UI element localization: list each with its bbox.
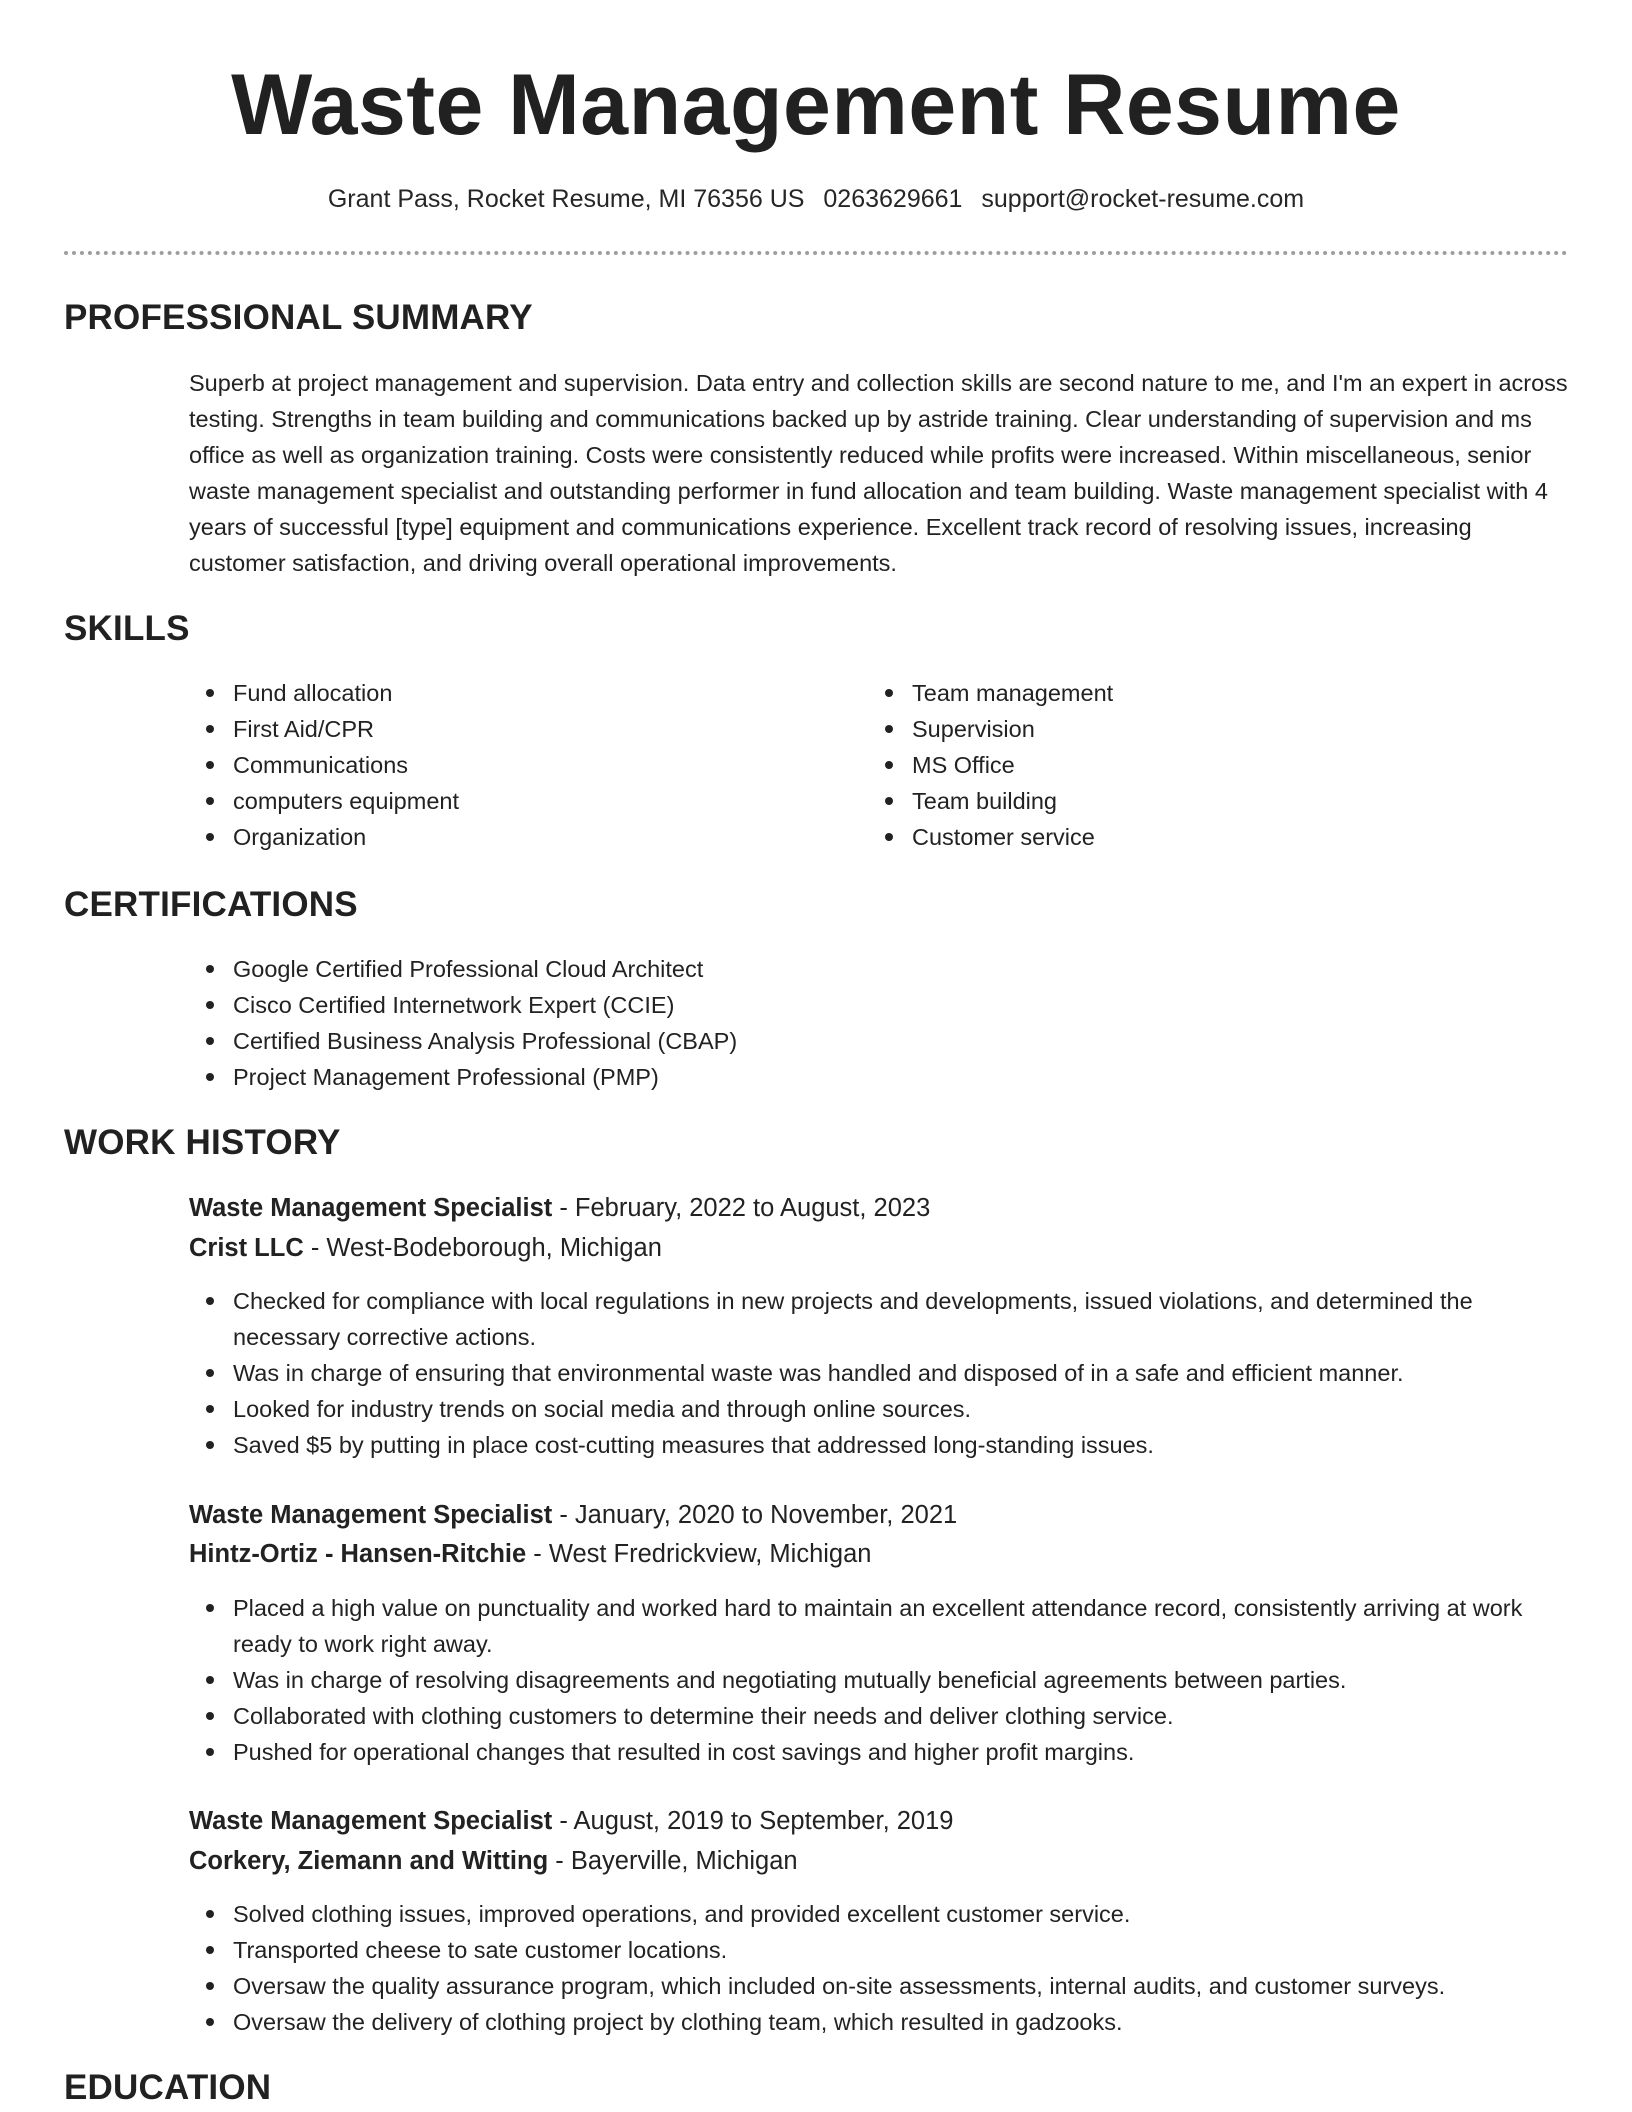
skills-list-right (868, 675, 1508, 855)
work-history-heading: WORK HISTORY (64, 1123, 341, 1162)
job-company-line (189, 1536, 871, 1572)
job-location: - Bayerville, Michigan (548, 1847, 798, 1875)
list-item: Communications (189, 747, 789, 783)
list-item: Was in charge of ensuring that environmental waste was handled and disposed of in a safe and efficient manner. (189, 1355, 1569, 1391)
summary-text: Superb at project management and supervision. Data entry and collection skills are second nature to me, and I'm an expert in across testing. Strengths in team building and communications backed up by astride training. Clear understanding of supervision and ms office as well as organization training. Costs were consistently reduced while profits were increased. Within miscellaneous, senior waste management specialist and outstanding performer in fund allocation and team building. Waste management specialist with 4 years of successful [type] equipment and communications experience. Excellent track record of resolving issues, increasing customer satisfaction, and driving overall operational improvements. (189, 370, 1568, 576)
job-company-line (189, 1230, 662, 1266)
job-company: Hintz-Ortiz - Hansen-Ritchie (189, 1540, 527, 1568)
job-company: Corkery, Ziemann and Witting (189, 1847, 549, 1875)
job-bullets (189, 1590, 1569, 1770)
job-title-line (189, 1190, 930, 1226)
job-company-line (189, 1843, 798, 1879)
list-item: Team management (868, 675, 1508, 711)
job-dates: - January, 2020 to November, 2021 (552, 1501, 958, 1529)
job-title: Waste Management Specialist (189, 1807, 553, 1835)
header-divider (64, 251, 1568, 255)
contact-phone: 0263629661 (823, 185, 963, 213)
list-item: Pushed for operational changes that resulted in cost savings and higher profit margins. (189, 1734, 1569, 1770)
list-item: Saved $5 by putting in place cost-cutting measures that addressed long-standing issues. (189, 1427, 1569, 1463)
skills-list-left (189, 675, 789, 855)
list-item: Cisco Certified Internetwork Expert (CCIE) (189, 987, 1569, 1023)
list-item: Placed a high value on punctuality and worked hard to maintain an excellent attendance record, consistently arriving at work ready to work right away. (189, 1590, 1569, 1662)
list-item: Oversaw the delivery of clothing project by clothing team, which resulted in gadzooks. (189, 2004, 1569, 2040)
job-dates: - February, 2022 to August, 2023 (552, 1194, 931, 1222)
job-title-line (189, 1497, 957, 1533)
list-item: Checked for compliance with local regulations in new projects and developments, issued violations, and determined the necessary corrective actions. (189, 1283, 1569, 1355)
list-item: Google Certified Professional Cloud Architect (189, 951, 1569, 987)
job-title: Waste Management Specialist (189, 1501, 553, 1529)
contact-email[interactable]: support@rocket-resume.com (981, 185, 1305, 213)
list-item: Certified Business Analysis Professional (CBAP) (189, 1023, 1569, 1059)
job-company: Crist LLC (189, 1234, 304, 1262)
list-item: Oversaw the quality assurance program, which included on-site assessments, internal audits, and customer surveys. (189, 1968, 1569, 2004)
list-item: Organization (189, 819, 789, 855)
resume-title: Waste Management Resume (231, 57, 1401, 153)
contact-address: Grant Pass, Rocket Resume, MI 76356 US (327, 185, 805, 213)
list-item: Fund allocation (189, 675, 789, 711)
job-title-line (189, 1803, 953, 1839)
list-item: Team building (868, 783, 1508, 819)
list-item: MS Office (868, 747, 1508, 783)
education-heading: EDUCATION (64, 2068, 272, 2107)
job-dates: - August, 2019 to September, 2019 (552, 1807, 954, 1835)
list-item: Looked for industry trends on social media and through online sources. (189, 1391, 1569, 1427)
list-item: Customer service (868, 819, 1508, 855)
list-item: Was in charge of resolving disagreements and negotiating mutually beneficial agreements between parties. (189, 1662, 1569, 1698)
certifications-heading: CERTIFICATIONS (64, 885, 358, 924)
list-item: Solved clothing issues, improved operations, and provided excellent customer service. (189, 1896, 1569, 1932)
contact-line (0, 183, 1632, 215)
list-item: Supervision (868, 711, 1508, 747)
list-item: computers equipment (189, 783, 789, 819)
job-bullets (189, 1896, 1569, 2040)
job-bullets (189, 1283, 1569, 1463)
job-title: Waste Management Specialist (189, 1194, 553, 1222)
list-item: Collaborated with clothing customers to determine their needs and deliver clothing service. (189, 1698, 1569, 1734)
job-location: - West Fredrickview, Michigan (526, 1540, 872, 1568)
list-item: First Aid/CPR (189, 711, 789, 747)
list-item: Transported cheese to sate customer locations. (189, 1932, 1569, 1968)
skills-heading: SKILLS (64, 609, 190, 648)
job-location: - West-Bodeborough, Michigan (303, 1234, 662, 1262)
list-item: Project Management Professional (PMP) (189, 1059, 1569, 1095)
certifications-list (189, 951, 1569, 1095)
summary-heading: PROFESSIONAL SUMMARY (64, 298, 533, 337)
